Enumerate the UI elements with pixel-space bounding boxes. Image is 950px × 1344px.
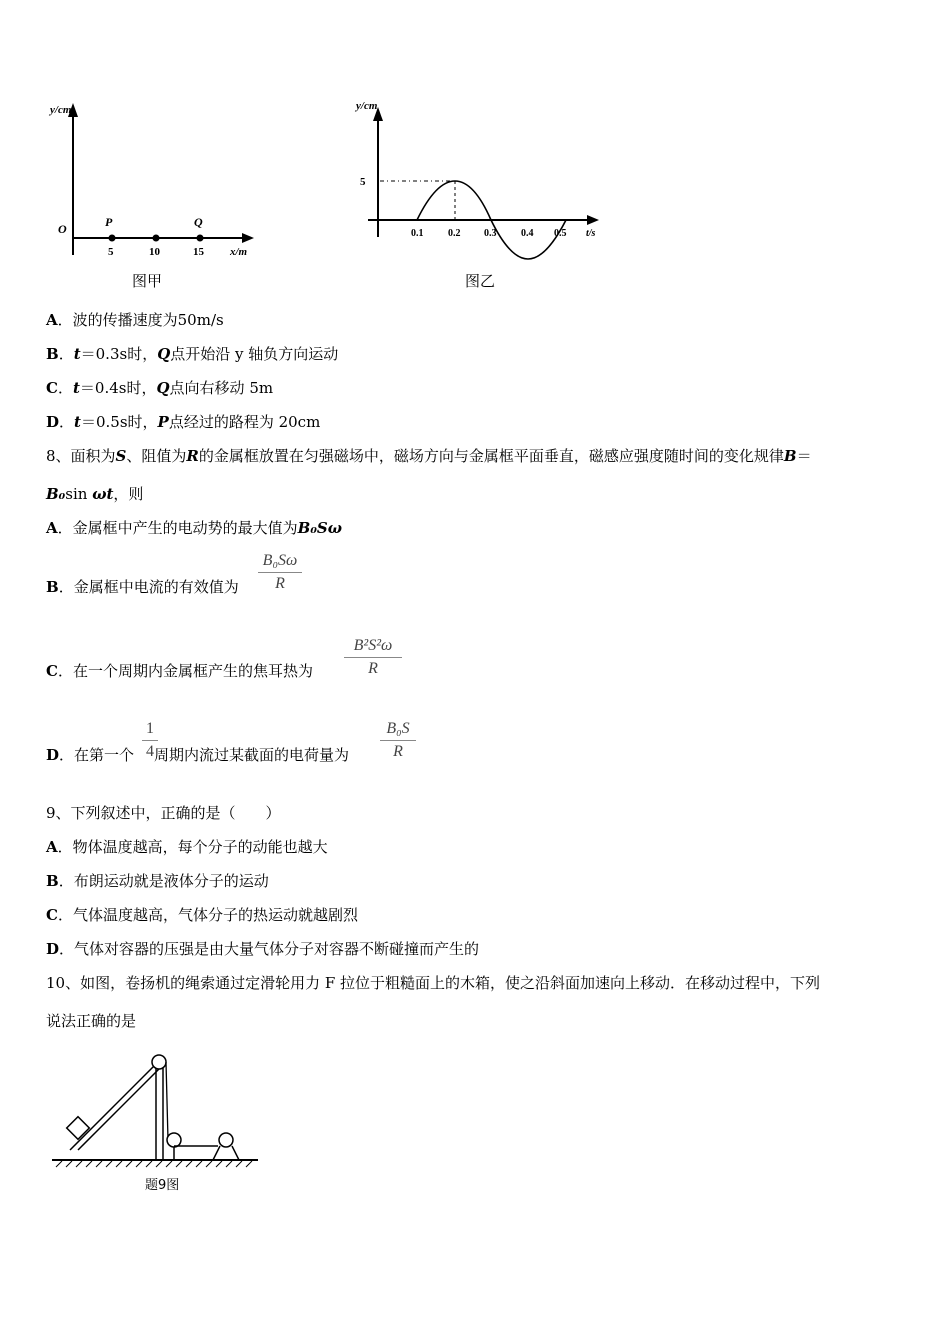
wooden-box <box>67 1117 90 1140</box>
point-q <box>197 235 204 242</box>
q8-c-fraction: B²S²ω R <box>344 637 402 678</box>
q9-option-d: D．气体对容器的压强是由大量气体分子对容器不断碰撞而产生的 <box>46 940 480 958</box>
y-axis-label: y/cm <box>50 104 72 116</box>
caption-jia: 图甲 <box>132 272 163 290</box>
origin-label: O <box>58 222 67 236</box>
figure-jia <box>40 95 270 265</box>
q7-option-c: C．t＝0.4s时，Q点向右移动 5m <box>46 379 274 397</box>
y-axis-label: y/cm <box>356 100 378 112</box>
q9-option-a: A．物体温度越高，每个分子的动能也越大 <box>46 838 328 856</box>
figure-winch <box>48 1050 263 1175</box>
tick-15: 15 <box>193 246 204 258</box>
tick-0.4: 0.4 <box>521 228 534 239</box>
q9-option-c: C．气体温度越高，气体分子的热运动就越剧烈 <box>46 906 358 924</box>
q7-option-a: A．波的传播速度为50m/s <box>46 311 224 329</box>
caption-winch: 题9图 <box>145 1178 180 1193</box>
point-p <box>109 235 116 242</box>
winch-drum <box>167 1133 181 1147</box>
y-tick-5: 5 <box>360 176 366 188</box>
tick-0.1: 0.1 <box>411 228 424 239</box>
tick-10: 10 <box>149 246 160 258</box>
pulley <box>152 1055 166 1069</box>
q7-option-d: D．t＝0.5s时，P点经过的路程为 20cm <box>46 413 321 431</box>
q8-stem-line2: B₀sin ωt，则 <box>46 485 144 503</box>
point-10 <box>153 235 160 242</box>
caption-yi: 图乙 <box>465 272 496 290</box>
q10-stem-line2: 说法正确的是 <box>46 1012 137 1030</box>
x-axis-label: t/s <box>586 228 596 239</box>
x-axis-label: x/m <box>230 246 248 258</box>
label-p: P <box>105 215 113 229</box>
q8-option-b: B．金属框中电流的有效值为 <box>46 578 239 596</box>
q8-b-fraction: B₀Sω R <box>258 552 302 593</box>
q8-option-c: C．在一个周期内金属框产生的焦耳热为 <box>46 662 313 680</box>
tick-0.2: 0.2 <box>448 228 461 239</box>
figure-yi <box>350 95 610 267</box>
tick-0.5: 0.5 <box>554 228 567 239</box>
q8-d-fraction: B₀S R <box>380 720 416 761</box>
tick-0.3: 0.3 <box>484 228 497 239</box>
q7-option-b: B．t＝0.3s时，Q点开始沿 y 轴负方向运动 <box>46 345 339 363</box>
label-q: Q <box>194 215 203 229</box>
q8-option-d: D．在第一个 周期内流过某截面的电荷量为 <box>46 746 350 764</box>
q9-stem: 9、下列叙述中，正确的是（ ） <box>46 804 281 822</box>
q8-d-quarter-fraction: 1 4 <box>142 720 158 761</box>
motor <box>219 1133 233 1147</box>
tick-5: 5 <box>108 246 114 258</box>
q9-option-b: B．布朗运动就是液体分子的运动 <box>46 872 269 890</box>
q8-stem-line1: 8、面积为S、阻值为R的金属框放置在匀强磁场中，磁场方向与金属框平面垂直，磁感应强度随时间的变化规律B＝ <box>46 447 812 465</box>
q10-stem-line1: 10、如图，卷扬机的绳索通过定滑轮用力 F 拉位于粗糙面上的木箱，使之沿斜面加速向上移动．在移动过程中，下列 <box>46 974 821 992</box>
q8-option-a: A．金属框中产生的电动势的最大值为B₀Sω <box>46 519 343 537</box>
